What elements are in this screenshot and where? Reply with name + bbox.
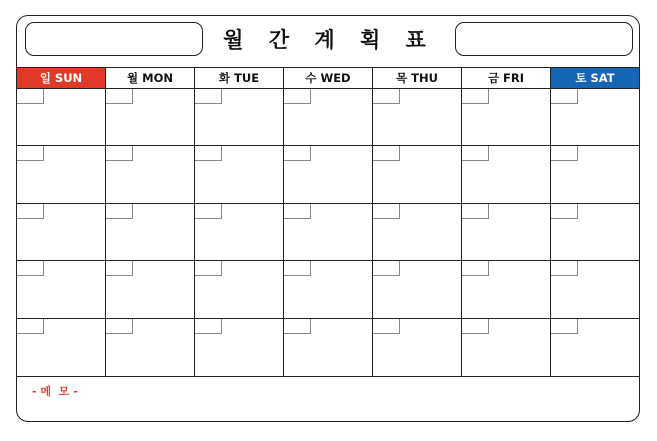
date-number-box[interactable] [17,204,44,219]
day-cell-w2-thu[interactable] [373,146,462,203]
date-number-box[interactable] [284,319,311,334]
day-cell-w2-mon[interactable] [106,146,195,203]
date-number-box[interactable] [195,261,222,276]
date-number-box[interactable] [373,89,400,104]
date-number-box[interactable] [373,204,400,219]
day-cell-w4-tue[interactable] [195,261,284,318]
day-cell-w4-sat[interactable] [551,261,639,318]
day-cell-w4-fri[interactable] [462,261,551,318]
date-number-box[interactable] [551,261,578,276]
day-cell-w3-sun[interactable] [17,204,106,261]
date-number-box[interactable] [284,89,311,104]
day-cell-w3-tue[interactable] [195,204,284,261]
day-cell-w1-wed[interactable] [284,89,373,146]
header-note-box-right[interactable] [455,22,633,56]
date-number-box[interactable] [462,319,489,334]
date-number-box[interactable] [17,261,44,276]
date-number-box[interactable] [106,89,133,104]
day-cell-w1-mon[interactable] [106,89,195,146]
date-number-box[interactable] [551,89,578,104]
header-note-box-left[interactable] [25,22,203,56]
day-cell-w2-fri[interactable] [462,146,551,203]
date-number-box[interactable] [17,89,44,104]
planner-title: 월 간 계 획 표 [223,28,435,52]
date-number-box[interactable] [373,261,400,276]
date-number-box[interactable] [284,261,311,276]
day-cell-w3-sat[interactable] [551,204,639,261]
date-number-box[interactable] [373,319,400,334]
day-cell-w1-thu[interactable] [373,89,462,146]
date-number-box[interactable] [462,146,489,161]
date-number-box[interactable] [106,204,133,219]
day-header-mon: 월 MON [106,68,195,89]
date-number-box[interactable] [195,204,222,219]
day-cell-w5-sat[interactable] [551,319,639,376]
day-cell-w4-sun[interactable] [17,261,106,318]
day-cell-w5-sun[interactable] [17,319,106,376]
day-cell-w1-tue[interactable] [195,89,284,146]
day-cell-w1-fri[interactable] [462,89,551,146]
day-cell-w4-mon[interactable] [106,261,195,318]
day-cell-w1-sat[interactable] [551,89,639,146]
date-number-box[interactable] [195,319,222,334]
day-header-thu: 목 THU [373,68,462,89]
day-cell-w3-wed[interactable] [284,204,373,261]
date-number-box[interactable] [373,146,400,161]
date-number-box[interactable] [462,204,489,219]
day-cell-w1-sun[interactable] [17,89,106,146]
date-number-box[interactable] [195,146,222,161]
day-cell-w3-fri[interactable] [462,204,551,261]
day-header-wed: 수 WED [284,68,373,89]
day-header-sat: 토 SAT [551,68,639,89]
monthly-planner-board [16,15,640,422]
day-cell-w4-thu[interactable] [373,261,462,318]
date-number-box[interactable] [462,89,489,104]
date-number-box[interactable] [551,204,578,219]
date-number-box[interactable] [106,146,133,161]
date-number-box[interactable] [106,261,133,276]
day-cell-w2-sun[interactable] [17,146,106,203]
day-cell-w3-mon[interactable] [106,204,195,261]
calendar-grid [17,67,639,377]
date-number-box[interactable] [284,146,311,161]
day-header-tue: 화 TUE [195,68,284,89]
date-number-box[interactable] [106,319,133,334]
date-number-box[interactable] [462,261,489,276]
day-cell-w2-wed[interactable] [284,146,373,203]
day-cell-w5-fri[interactable] [462,319,551,376]
date-number-box[interactable] [551,319,578,334]
day-cell-w5-mon[interactable] [106,319,195,376]
day-header-sun: 일 SUN [17,68,106,89]
day-cell-w2-tue[interactable] [195,146,284,203]
date-number-box[interactable] [195,89,222,104]
day-cell-w5-wed[interactable] [284,319,373,376]
memo-label: - 메 모 - [32,385,78,398]
date-number-box[interactable] [284,204,311,219]
date-number-box[interactable] [551,146,578,161]
day-header-fri: 금 FRI [462,68,551,89]
day-cell-w5-tue[interactable] [195,319,284,376]
date-number-box[interactable] [17,319,44,334]
date-number-box[interactable] [17,146,44,161]
day-cell-w2-sat[interactable] [551,146,639,203]
day-cell-w3-thu[interactable] [373,204,462,261]
day-cell-w4-wed[interactable] [284,261,373,318]
day-cell-w5-thu[interactable] [373,319,462,376]
